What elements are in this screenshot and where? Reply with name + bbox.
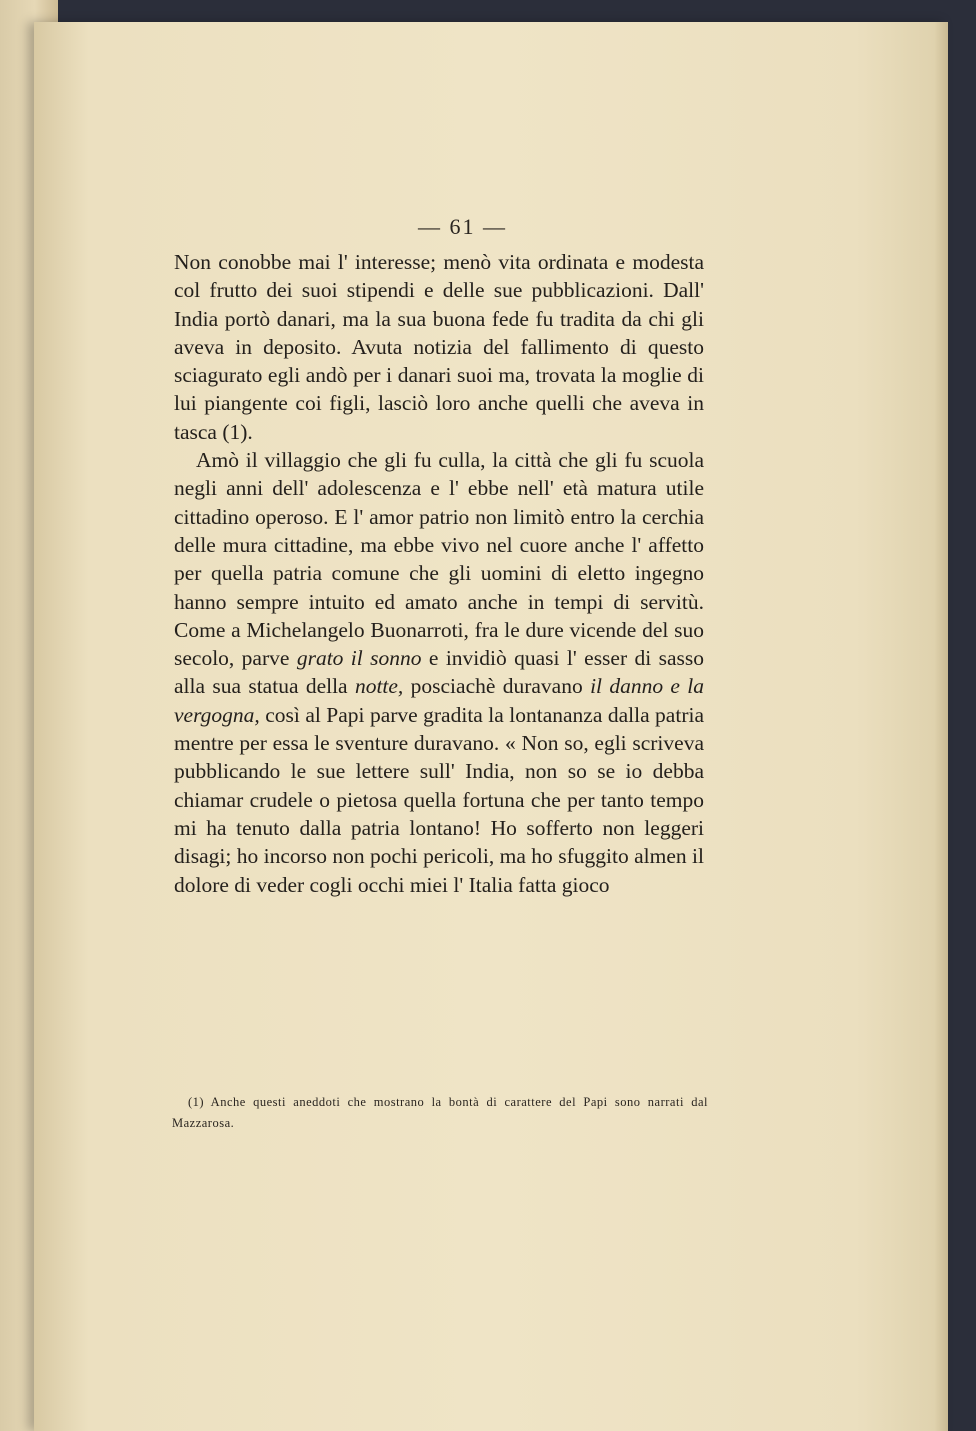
body-text [174,248,704,899]
book-page [34,22,948,1431]
page-fore-edge [934,22,948,1431]
paragraph-1: Non conobbe mai l' interesse; menò vita ordinata e modesta col frutto dei suoi stipendi e delle sue pubblicazioni. Dall' India portò danari, ma la sua buona fede fu tradita da chi gli aveva in deposito. Avuta notizia del fallimento di questo sciagurato egli andò per i danari suoi ma, trovata la moglie di lui piangente coi figli, lasciò loro anche quelli che aveva in tasca (1). [174,250,704,444]
paragraph-2-part-1: Amò il villaggio che gli fu culla, la città che gli fu scuola negli anni dell' adolescenza e l' ebbe nell' età matura utile cittadino operoso. E l' amor patrio non limitò entro la cerchia delle mura cittadine, ma ebbe vivo nel cuore anche l' affetto per quella patria comune che gli uomini di eletto ingegno hanno sempre intuito ed amato anche in tempi di servitù. Come a Michelangelo Buonarroti, fra le dure vicende del suo secolo, parve [174,448,704,671]
paragraph-2 [174,446,704,899]
italic-phrase-2: notte, [354,674,404,699]
footnote [172,1092,708,1134]
paragraph-2-part-3: posciachè duravano [410,674,583,699]
paragraph-2-part-2: e invidiò quasi l' esser di sasso alla sua statua della [174,646,705,699]
italic-phrase-1: grato il sonno [296,646,422,671]
italic-phrase-3: il danno e la vergogna, [174,674,705,727]
page-number: — 61 — [418,214,507,239]
paragraph-2-part-4: così al Papi parve gradita la lontananza dalla patria mentre per essa le sventure duravano. « Non so, egli scriveva pubblicando le sue lettere sull' India, non so se io debba chiamar crudele o pietosa quella fortuna che per tanto tempo mi ha tenuto dalla patria lontano! Ho sofferto non leggeri disagi; ho incorso non pochi pericoli, ma ho sfuggito almen il dolore di veder cogli occhi miei l' Italia fatta gioco [174,702,704,897]
footnote-text: (1) Anche questi aneddoti che mostrano la bontà di carattere del Papi sono narrati dal Mazzarosa. [172,1095,708,1130]
